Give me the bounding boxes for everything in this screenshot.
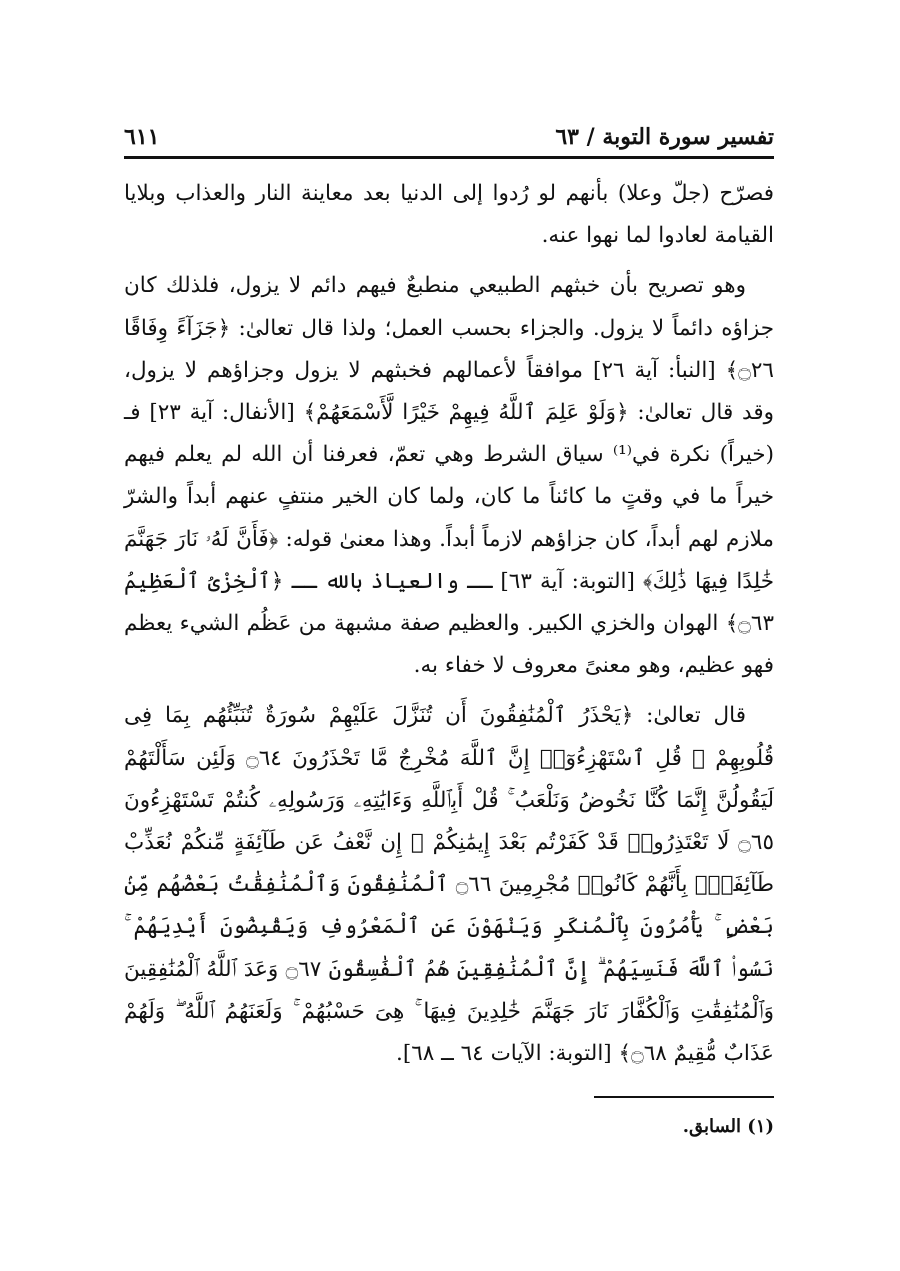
header-title: تفسير سورة التوبة / ٦٣ (555, 124, 774, 150)
running-header (124, 112, 774, 150)
footnote: (١) السابق. (682, 1116, 774, 1137)
page (124, 112, 774, 1192)
body-text (124, 173, 774, 1075)
paragraph-3: قال تعالىٰ: ﴿يَحْذَرُ ٱلْمُنَٰفِقُونَ أَن تُنَزَّلَ عَلَيْهِمْ سُورَةٌ تُنَبِّئُهُم بِمَا فِى قُلُوبِهِمْ ۚ قُلِ ٱسْتَهْزِءُوٓا۟ إِنَّ ٱللَّهَ مُخْرِجٌ مَّا تَحْذَرُونَ ۝٦٤ وَلَئِن سَأَلْتَهُمْ لَيَقُولُنَّ إِنَّمَا كُنَّا نَخُوضُ وَنَلْعَبُ ۚ قُلْ أَبِٱللَّهِ وَءَايَٰتِهِۦ وَرَسُولِهِۦ كُنتُمْ تَسْتَهْزِءُونَ ۝٦٥ لَا تَعْتَذِرُوا۟ قَدْ كَفَرْتُم بَعْدَ إِيمَٰنِكُمْ ۚ إِن نَّعْفُ عَن طَآئِفَةٍ مِّنكُمْ نُعَذِّبْ طَآئِفَةًۢ بِأَنَّهُمْ كَانُوا۟ مُجْرِمِينَ ۝٦٦ ٱلْمُنَٰفِقُونَ وَٱلْمُنَٰفِقَٰتُ بَعْضُهُم مِّنۢ بَعْضٍ ۚ يَأْمُرُونَ بِٱلْمُنكَرِ وَيَنْهَوْنَ عَنِ ٱلْمَعْرُوفِ وَيَقْبِضُونَ أَيْدِيَهُمْ ۚ نَسُوا۟ ٱللَّهَ فَنَسِيَهُمْ ۗ إِنَّ ٱلْمُنَٰفِقِينَ هُمُ ٱلْفَٰسِقُونَ ۝٦٧ وَعَدَ ٱللَّهُ ٱلْمُنَٰفِقِينَ وَٱلْمُنَٰفِقَٰتِ وَٱلْكُفَّارَ نَارَ جَهَنَّمَ خَٰلِدِينَ فِيهَا ۚ هِىَ حَسْبُهُمْ ۚ وَلَعَنَهُمُ ٱللَّهُ ۖ وَلَهُمْ عَذَابٌ مُّقِيمٌ ۝٦٨﴾ [التوبة: الآيات ٦٤ ــ ٦٨]. (124, 703, 774, 1067)
header-rule (124, 156, 774, 159)
paragraph-2: وهو تصريح بأن خبثهم الطبيعي منطبعٌ فيهم دائم لا يزول، فلذلك كان جزاؤه دائماً لا يزول. والجزاء بحسب العمل؛ ولذا قال تعالىٰ: ﴿جَزَآءً وِفَاقًا ۝٢٦﴾ [النبأ: آية ٢٦] موافقاً لأعمالهم فخبثهم لا يزول وجزاؤهم لا يزول، وقد قال تعالىٰ: ﴿وَلَوْ عَلِمَ ٱللَّهُ فِيهِمْ خَيْرًا لَّأَسْمَعَهُمْ﴾ [الأنفال: آية ٢٣] فـ (خيراً) نكرة في⁽¹⁾ سياق الشرط وهي تعمّ، فعرفنا أن الله لم يعلم فيهم خيراً ما في وقتٍ ما كائناً ما كان، ولما كان الخير منتفٍ عنهم أبداً والشرّ ملازم لهم أبداً، كان جزاؤهم لازماً أبداً. وهذا معنىٰ قوله: ﴿فَأَنَّ لَهُۥ نَارَ جَهَنَّمَ خَٰلِدًا فِيهَا ذَٰلِكَ﴾ [التوبة: آية ٦٣] ــ والعياذ بالله ــ ﴿ٱلْخِزْىُ ٱلْعَظِيمُ ۝٦٣﴾ الهوان والخزي الكبير. والعظيم صفة مشبهة من عَظُم الشيء يعظم فهو عظيم، وهو معنىً معروف لا خفاء به. (124, 273, 774, 679)
footnote-rule (594, 1096, 774, 1098)
paragraph-1: فصرّح (جلّ وعلا) بأنهم لو رُدوا إلى الدنيا بعد معاينة النار والعذاب وبلايا القيامة لعادوا لما نهوا عنه. (124, 181, 774, 249)
page-number: ٦١١ (124, 124, 160, 150)
